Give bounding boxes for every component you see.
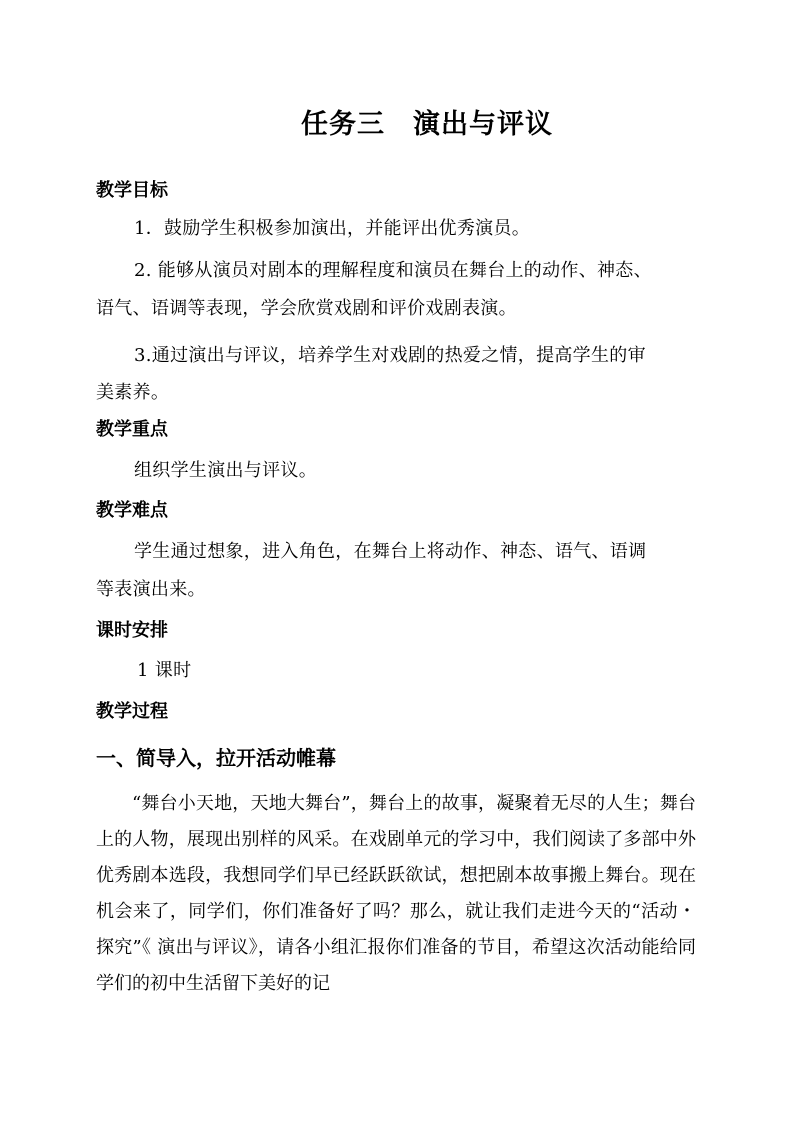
objective-item-1: 1．鼓励学生积极参加演出，并能评出优秀演员。 [134, 218, 531, 239]
objective-item-2-line-2: 语气、语调等表现，学会欣赏戏剧和评价戏剧表演。 [96, 298, 517, 319]
objective-item-3-line-1: 3.通过演出与评议，培养学生对戏剧的热爱之情，提高学生的审 [134, 345, 646, 366]
schedule-text: 1 课时 [137, 660, 192, 681]
key-points-heading: 教学重点 [96, 419, 168, 440]
page-title: 任务三 演出与评议 [301, 109, 553, 140]
difficulties-line-2: 等表演出来。 [96, 579, 206, 600]
difficulties-heading: 教学难点 [96, 500, 168, 521]
schedule-heading: 课时安排 [96, 620, 168, 641]
key-points-text: 组织学生演出与评议。 [134, 460, 317, 481]
objective-item-2-line-1: 2. 能够从演员对剧本的理解程度和演员在舞台上的动作、神态、 [134, 260, 652, 281]
difficulties-line-1: 学生通过想象，进入角色，在舞台上将动作、神态、语气、语调 [134, 541, 647, 562]
part-1-heading: 一、简导入，拉开活动帷幕 [96, 746, 336, 770]
process-heading: 教学过程 [96, 701, 168, 722]
objectives-heading: 教学目标 [96, 180, 168, 201]
part-1-paragraph: “舞台小天地，天地大舞台”，舞台上的故事，凝聚着无尽的人生；舞台上的人物，展现出别样的风采。在戏剧单元的学习中，我们阅读了多部中外优秀剧本选段，我想同学们早已经跃跃欲试，想把剧本故事搬上舞台。现在机会来了，同学们，你们准备好了吗？那么，就让我们走进今天的“活动・探究”《 演出与评议》，请各小组汇报你们准备的节目，希望这次活动能给同学们的初中生活留下美好的记 [96, 793, 696, 994]
objective-item-3-line-2: 美素养。 [96, 382, 170, 403]
